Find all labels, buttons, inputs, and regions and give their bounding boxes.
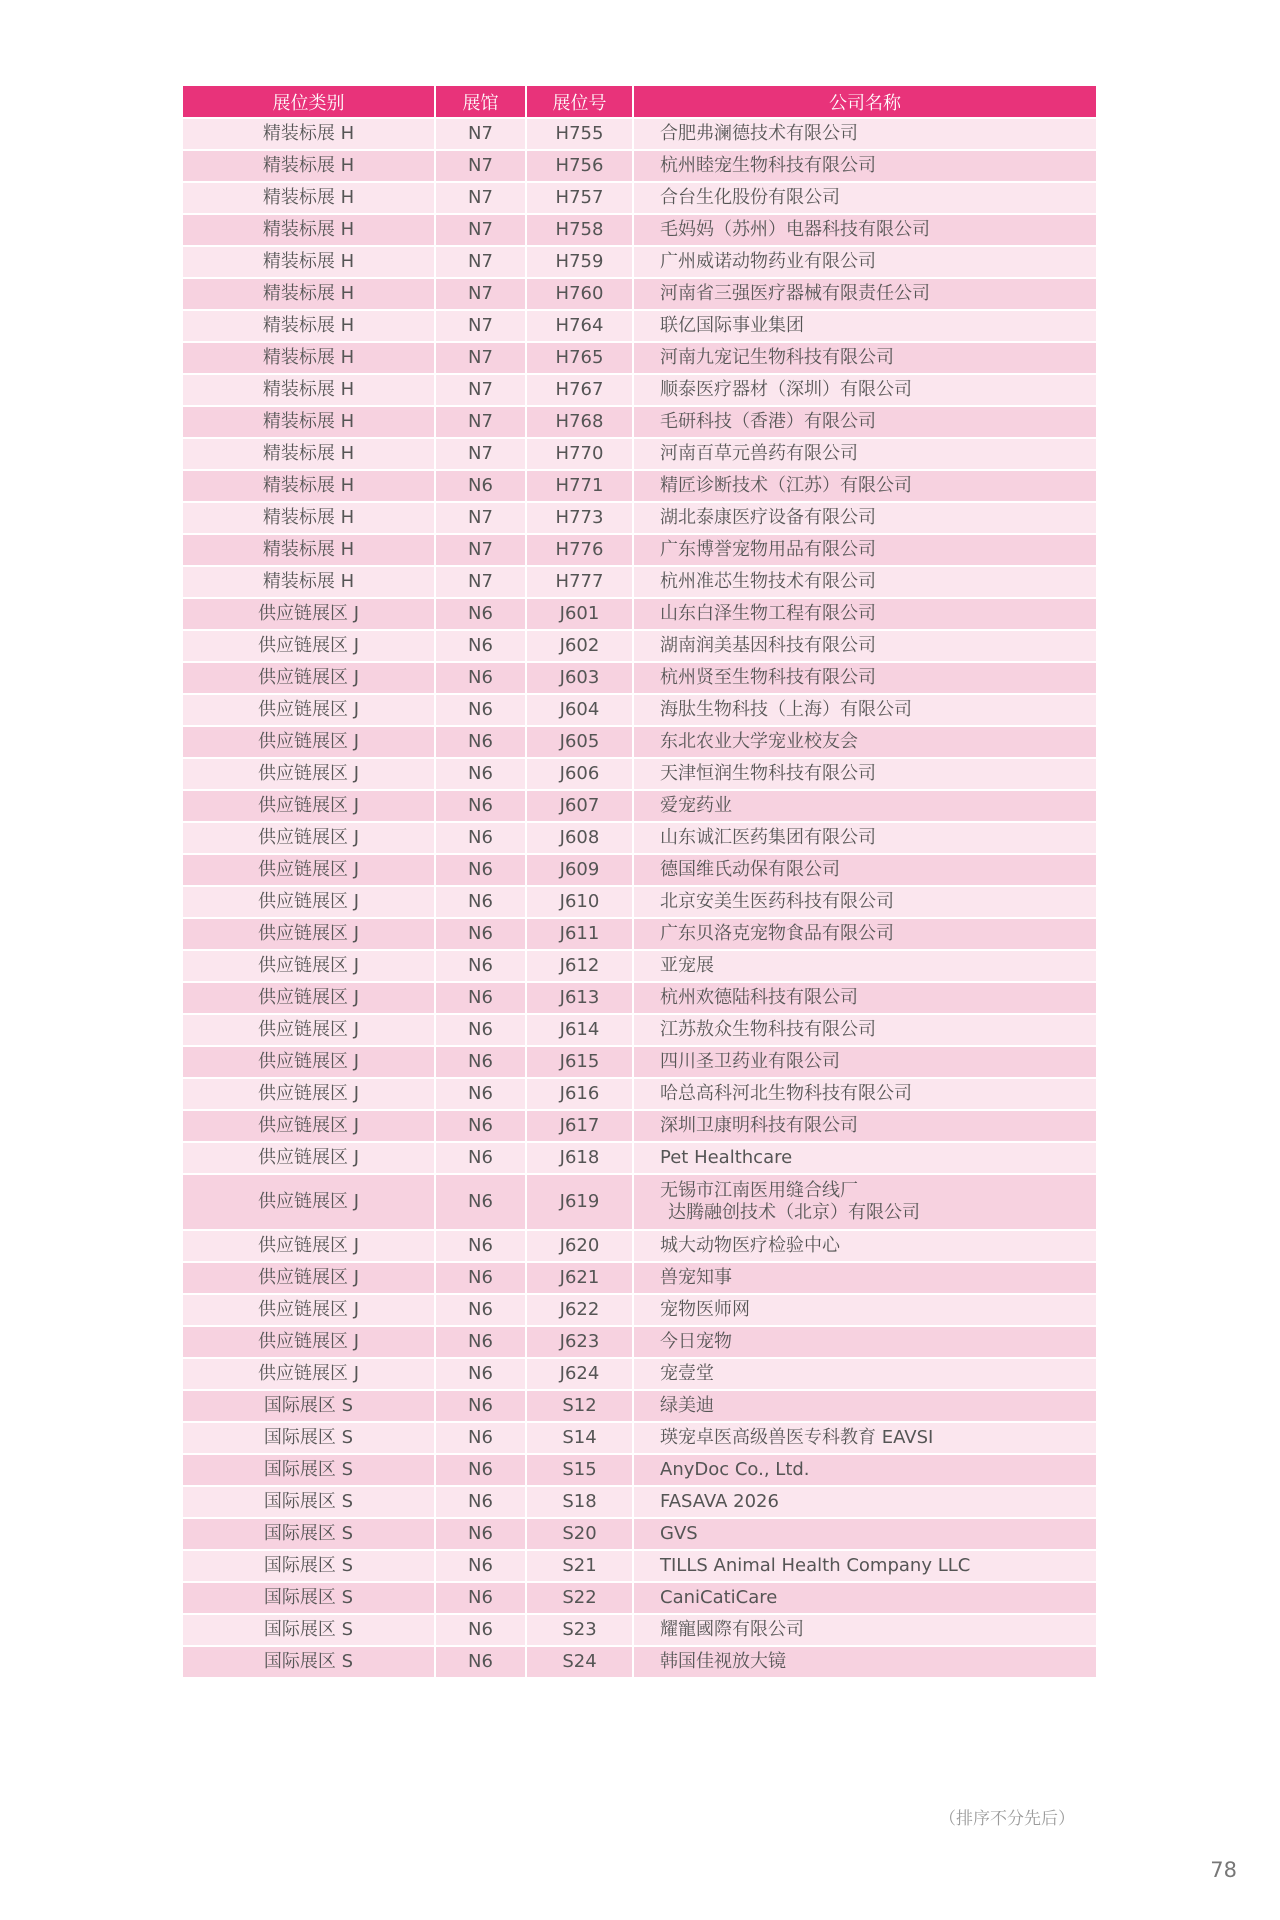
company-name-line: AnyDoc Co., Ltd. [660,1459,810,1480]
cell-category: 国际展区 S [183,1582,435,1614]
cell-booth: J624 [526,1358,633,1390]
cell-hall: N7 [435,374,526,406]
cell-hall: N6 [435,1230,526,1262]
cell-category: 供应链展区 J [183,1230,435,1262]
table-row [183,1078,1096,1110]
cell-hall: N6 [435,1454,526,1486]
cell-booth: S14 [526,1422,633,1454]
cell-hall: N7 [435,214,526,246]
cell-company [633,950,1096,982]
cell-company [633,694,1096,726]
cell-hall: N6 [435,1582,526,1614]
table-row [183,886,1096,918]
cell-company [633,1614,1096,1646]
company-name-line: 广东博誉宠物用品有限公司 [660,539,876,560]
cell-booth: J601 [526,598,633,630]
cell-booth: H777 [526,566,633,598]
cell-company [633,1454,1096,1486]
cell-hall: N7 [435,406,526,438]
cell-category: 供应链展区 J [183,694,435,726]
table-row [183,470,1096,502]
cell-company [633,470,1096,502]
company-name-line: 河南九宠记生物科技有限公司 [660,347,894,368]
cell-category: 国际展区 S [183,1646,435,1678]
cell-category: 精装标展 H [183,566,435,598]
cell-booth: H764 [526,310,633,342]
cell-booth: S20 [526,1518,633,1550]
cell-hall: N7 [435,150,526,182]
cell-category: 供应链展区 J [183,950,435,982]
cell-category: 供应链展区 J [183,630,435,662]
table-row [183,1358,1096,1390]
cell-hall: N6 [435,950,526,982]
cell-category: 国际展区 S [183,1486,435,1518]
cell-hall: N6 [435,1110,526,1142]
company-name-line: 北京安美生医药科技有限公司 [660,891,894,912]
cell-company [633,822,1096,854]
cell-category: 供应链展区 J [183,1294,435,1326]
table-row [183,118,1096,150]
cell-hall: N6 [435,1262,526,1294]
cell-company [633,374,1096,406]
cell-company [633,278,1096,310]
cell-company [633,726,1096,758]
company-name-line: 精匠诊断技术（江苏）有限公司 [660,475,912,496]
cell-category: 供应链展区 J [183,758,435,790]
cell-booth: J614 [526,1014,633,1046]
company-name-line: 城大动物医疗检验中心 [660,1235,840,1256]
table-row [183,598,1096,630]
company-name-line: 山东白泽生物工程有限公司 [660,603,876,624]
cell-hall: N6 [435,1142,526,1174]
table-row [183,278,1096,310]
cell-booth: H767 [526,374,633,406]
table-row [183,182,1096,214]
cell-category: 精装标展 H [183,118,435,150]
cell-booth: J603 [526,662,633,694]
cell-company [633,630,1096,662]
cell-hall: N6 [435,1078,526,1110]
cell-booth: H770 [526,438,633,470]
cell-hall: N7 [435,566,526,598]
table-row [183,150,1096,182]
cell-category: 国际展区 S [183,1390,435,1422]
cell-company [633,566,1096,598]
cell-booth: H757 [526,182,633,214]
cell-hall: N6 [435,854,526,886]
table-row [183,502,1096,534]
cell-booth: H760 [526,278,633,310]
table-row [183,1454,1096,1486]
page-number: 78 [1210,1858,1237,1882]
company-name-line: 德国维氏动保有限公司 [660,859,840,880]
cell-category: 供应链展区 J [183,1014,435,1046]
cell-booth: J617 [526,1110,633,1142]
cell-hall: N6 [435,758,526,790]
cell-company [633,1550,1096,1582]
table-row [183,662,1096,694]
table-row [183,1582,1096,1614]
table-row [183,1422,1096,1454]
cell-category: 精装标展 H [183,470,435,502]
cell-category: 精装标展 H [183,406,435,438]
cell-hall: N6 [435,1358,526,1390]
cell-category: 供应链展区 J [183,1326,435,1358]
company-name-line: 韩国佳视放大镜 [660,1651,786,1672]
company-name-line: 顺泰医疗器材（深圳）有限公司 [660,379,912,400]
cell-booth: S24 [526,1646,633,1678]
table-row [183,1646,1096,1678]
cell-hall: N6 [435,1550,526,1582]
cell-booth: J604 [526,694,633,726]
table-body [183,118,1096,1678]
cell-company [633,1582,1096,1614]
cell-booth: J602 [526,630,633,662]
cell-company [633,1422,1096,1454]
cell-category: 供应链展区 J [183,982,435,1014]
company-name-line: 湖南润美基因科技有限公司 [660,635,876,656]
cell-company [633,1358,1096,1390]
cell-category: 精装标展 H [183,438,435,470]
table-row [183,534,1096,566]
cell-category: 供应链展区 J [183,1358,435,1390]
table-row [183,630,1096,662]
cell-category: 供应链展区 J [183,726,435,758]
table-row [183,1518,1096,1550]
cell-booth: S18 [526,1486,633,1518]
cell-booth: J611 [526,918,633,950]
cell-booth: J610 [526,886,633,918]
cell-company [633,1230,1096,1262]
exhibitor-table [183,86,1096,1679]
table-row [183,1550,1096,1582]
cell-category: 精装标展 H [183,374,435,406]
cell-category: 供应链展区 J [183,854,435,886]
company-name-line: 湖北泰康医疗设备有限公司 [660,507,876,528]
table-row [183,1110,1096,1142]
company-name-line: 哈总高科河北生物科技有限公司 [660,1083,912,1104]
cell-booth: J615 [526,1046,633,1078]
company-name-line: Pet Healthcare [660,1147,793,1168]
table-row [183,726,1096,758]
cell-hall: N6 [435,1014,526,1046]
cell-company [633,758,1096,790]
company-name-line: 深圳卫康明科技有限公司 [660,1115,858,1136]
cell-company [633,1518,1096,1550]
cell-hall: N7 [435,118,526,150]
cell-category: 供应链展区 J [183,1174,435,1230]
cell-booth: J619 [526,1174,633,1230]
cell-hall: N6 [435,694,526,726]
cell-company [633,150,1096,182]
cell-hall: N6 [435,1390,526,1422]
cell-category: 供应链展区 J [183,918,435,950]
cell-category: 精装标展 H [183,534,435,566]
company-name-line: 达腾融创技术（北京）有限公司 [668,1202,920,1223]
cell-company [633,1646,1096,1678]
cell-hall: N7 [435,534,526,566]
cell-hall: N6 [435,982,526,1014]
company-name-line: 联亿国际事业集团 [660,315,804,336]
cell-hall: N6 [435,598,526,630]
table-row [183,310,1096,342]
company-name-line: 宠壹堂 [660,1363,714,1384]
cell-company [633,1294,1096,1326]
table-row [183,214,1096,246]
company-name-line: 宠物医师网 [660,1299,750,1320]
cell-company [633,598,1096,630]
cell-company [633,790,1096,822]
cell-category: 精装标展 H [183,310,435,342]
cell-booth: S23 [526,1614,633,1646]
company-name-line: 天津恒润生物科技有限公司 [660,763,876,784]
cell-company [633,1078,1096,1110]
cell-category: 精装标展 H [183,246,435,278]
cell-hall: N7 [435,278,526,310]
cell-booth: S21 [526,1550,633,1582]
cell-category: 精装标展 H [183,502,435,534]
cell-category: 供应链展区 J [183,1142,435,1174]
cell-company [633,118,1096,150]
company-name-line: 无锡市江南医用缝合线厂 [660,1180,858,1201]
company-name-line: GVS [660,1523,698,1544]
cell-hall: N6 [435,1294,526,1326]
table-row [183,1014,1096,1046]
cell-company [633,214,1096,246]
cell-booth: J606 [526,758,633,790]
footnote: （排序不分先后） [939,1809,1075,1829]
cell-booth: S15 [526,1454,633,1486]
cell-hall: N7 [435,182,526,214]
company-name-line: 合台生化股份有限公司 [660,187,840,208]
table-row [183,566,1096,598]
table-header-row [183,86,1096,118]
cell-category: 供应链展区 J [183,662,435,694]
table-row [183,406,1096,438]
cell-company [633,502,1096,534]
cell-booth: H773 [526,502,633,534]
table-row [183,1230,1096,1262]
company-name-line: 绿美迪 [660,1395,714,1416]
cell-booth: J612 [526,950,633,982]
company-name-line: 亚宠展 [660,955,714,976]
table-row [183,1326,1096,1358]
cell-company [633,1486,1096,1518]
company-name-line: 杭州准芯生物技术有限公司 [660,571,876,592]
cell-hall: N7 [435,342,526,374]
company-name-line: 广东贝洛克宠物食品有限公司 [660,923,894,944]
cell-hall: N6 [435,1486,526,1518]
table-row [183,694,1096,726]
cell-booth: J620 [526,1230,633,1262]
cell-category: 精装标展 H [183,278,435,310]
cell-company [633,246,1096,278]
table-row [183,822,1096,854]
cell-hall: N7 [435,438,526,470]
cell-category: 供应链展区 J [183,1046,435,1078]
header-category: 展位类别 [183,86,435,118]
cell-hall: N6 [435,822,526,854]
cell-category: 供应链展区 J [183,822,435,854]
cell-booth: S12 [526,1390,633,1422]
cell-hall: N6 [435,790,526,822]
company-name-line: 广州威诺动物药业有限公司 [660,251,876,272]
cell-company [633,406,1096,438]
cell-booth: H768 [526,406,633,438]
cell-category: 供应链展区 J [183,886,435,918]
cell-company [633,982,1096,1014]
table-row [183,950,1096,982]
company-name-line: 兽宠知事 [660,1267,732,1288]
table-row [183,1486,1096,1518]
company-name-line: 合肥弗澜德技术有限公司 [660,123,858,144]
cell-booth: J605 [526,726,633,758]
table-row [183,1614,1096,1646]
cell-category: 国际展区 S [183,1422,435,1454]
company-name-line: 海肽生物科技（上海）有限公司 [660,699,912,720]
table-row [183,854,1096,886]
cell-company [633,1110,1096,1142]
cell-company [633,534,1096,566]
cell-company [633,662,1096,694]
cell-category: 精装标展 H [183,182,435,214]
cell-booth: H759 [526,246,633,278]
cell-hall: N7 [435,246,526,278]
cell-hall: N6 [435,662,526,694]
cell-hall: N6 [435,1518,526,1550]
cell-category: 精装标展 H [183,150,435,182]
cell-category: 供应链展区 J [183,1078,435,1110]
cell-booth: J618 [526,1142,633,1174]
company-name-line: 瑛宠卓医高级兽医专科教育 EAVSI [660,1427,934,1448]
cell-booth: J623 [526,1326,633,1358]
cell-company [633,886,1096,918]
table-row [183,374,1096,406]
table-row [183,438,1096,470]
cell-hall: N6 [435,470,526,502]
company-name-line: FASAVA 2026 [660,1491,779,1512]
table-row [183,1046,1096,1078]
cell-hall: N6 [435,1174,526,1230]
cell-category: 供应链展区 J [183,1110,435,1142]
cell-hall: N6 [435,1046,526,1078]
company-name-line: 东北农业大学宠业校友会 [660,731,858,752]
company-name-line: CaniCatiCare [660,1587,778,1608]
cell-hall: N6 [435,726,526,758]
table-row [183,342,1096,374]
cell-hall: N7 [435,310,526,342]
cell-booth: J608 [526,822,633,854]
table-row [183,1262,1096,1294]
cell-booth: J621 [526,1262,633,1294]
cell-company [633,342,1096,374]
cell-category: 精装标展 H [183,214,435,246]
header-company: 公司名称 [633,86,1096,118]
company-name-line: 江苏敖众生物科技有限公司 [660,1019,876,1040]
cell-hall: N6 [435,1646,526,1678]
cell-category: 供应链展区 J [183,1262,435,1294]
cell-company [633,310,1096,342]
cell-hall: N6 [435,886,526,918]
cell-category: 供应链展区 J [183,790,435,822]
table-row [183,758,1096,790]
cell-hall: N6 [435,630,526,662]
cell-booth: H765 [526,342,633,374]
cell-category: 国际展区 S [183,1518,435,1550]
cell-hall: N6 [435,918,526,950]
company-name-line: 杭州欢德陆科技有限公司 [660,987,858,1008]
cell-booth: J609 [526,854,633,886]
cell-booth: H776 [526,534,633,566]
cell-company [633,1390,1096,1422]
cell-booth: H758 [526,214,633,246]
cell-category: 国际展区 S [183,1614,435,1646]
cell-company [633,438,1096,470]
company-name-line: 毛妈妈（苏州）电器科技有限公司 [660,219,930,240]
cell-booth: H771 [526,470,633,502]
cell-booth: J607 [526,790,633,822]
cell-company [633,1046,1096,1078]
cell-booth: J616 [526,1078,633,1110]
cell-company [633,918,1096,950]
cell-hall: N6 [435,1326,526,1358]
cell-category: 供应链展区 J [183,598,435,630]
company-name-line: 耀寵國際有限公司 [660,1619,804,1640]
cell-category: 精装标展 H [183,342,435,374]
cell-booth: J622 [526,1294,633,1326]
header-booth: 展位号 [526,86,633,118]
cell-booth: J613 [526,982,633,1014]
company-name-line: 杭州贤至生物科技有限公司 [660,667,876,688]
company-name-line: 山东诚汇医药集团有限公司 [660,827,876,848]
cell-company [633,1174,1096,1230]
header-hall: 展馆 [435,86,526,118]
table-row [183,1294,1096,1326]
company-name-line: 河南百草元兽药有限公司 [660,443,858,464]
cell-hall: N7 [435,502,526,534]
table-row [183,1174,1096,1230]
cell-hall: N6 [435,1422,526,1454]
table-row [183,918,1096,950]
cell-category: 国际展区 S [183,1550,435,1582]
company-name-line: 杭州睦宠生物科技有限公司 [660,155,876,176]
cell-company [633,1014,1096,1046]
company-name-line: 毛研科技（香港）有限公司 [660,411,876,432]
cell-booth: S22 [526,1582,633,1614]
cell-company [633,1326,1096,1358]
table-row [183,790,1096,822]
table-row [183,982,1096,1014]
table-row [183,1142,1096,1174]
company-name-line: 今日宠物 [660,1331,732,1352]
cell-booth: H755 [526,118,633,150]
cell-hall: N6 [435,1614,526,1646]
table-row [183,1390,1096,1422]
cell-booth: H756 [526,150,633,182]
cell-category: 国际展区 S [183,1454,435,1486]
cell-company [633,1262,1096,1294]
company-name-line: 河南省三强医疗器械有限责任公司 [660,283,930,304]
company-name-line: 四川圣卫药业有限公司 [660,1051,840,1072]
cell-company [633,182,1096,214]
company-name-line: TILLS Animal Health Company LLC [660,1555,971,1576]
table-row [183,246,1096,278]
cell-company [633,1142,1096,1174]
cell-company [633,854,1096,886]
company-name-line: 爱宠药业 [660,795,732,816]
